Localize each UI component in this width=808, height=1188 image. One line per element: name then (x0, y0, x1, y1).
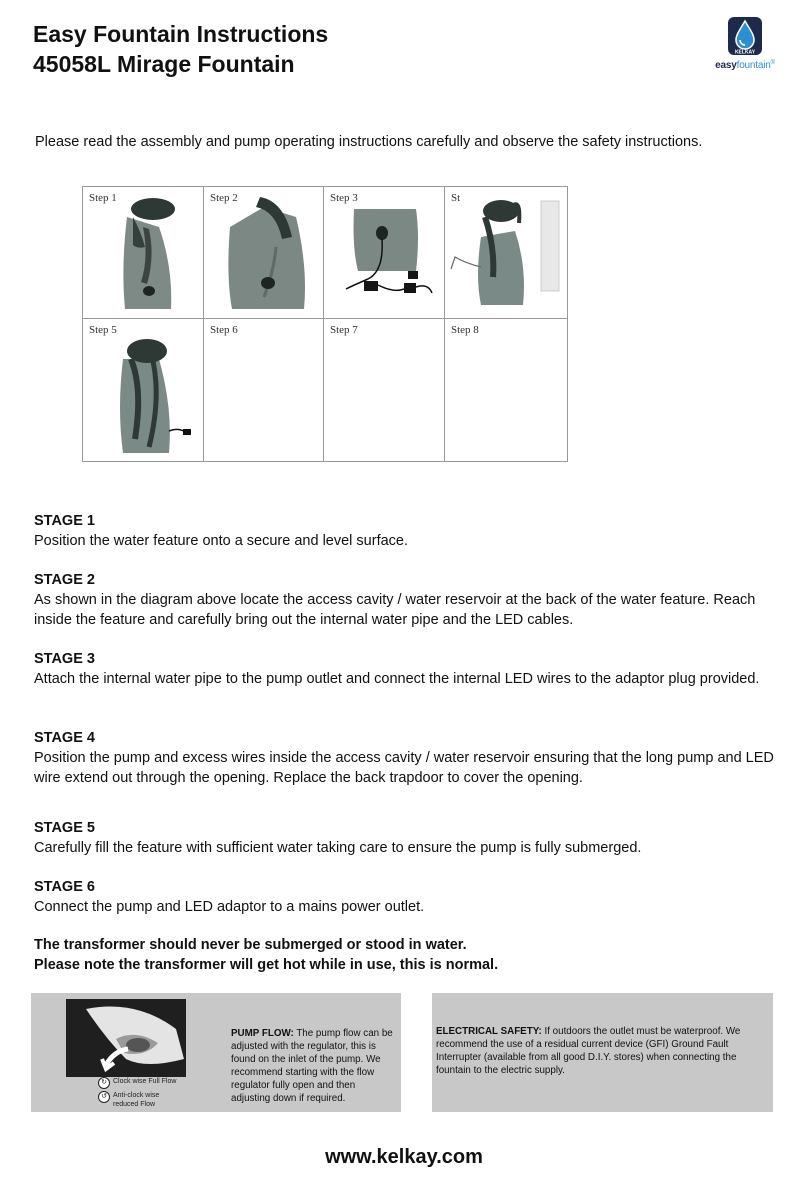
stage-heading: STAGE 5 (34, 820, 95, 836)
title-line-2: 45058L Mirage Fountain (33, 51, 295, 77)
step-2-cell (204, 187, 324, 319)
stage-4 (34, 728, 774, 788)
pump-regulator-photo (66, 999, 186, 1077)
step-6-label: Step 6 (210, 324, 238, 336)
pump-flow-panel (31, 993, 401, 1112)
stage-heading: STAGE 3 (34, 651, 95, 667)
legend-anticlockwise (98, 1091, 176, 1109)
stage-heading: STAGE 1 (34, 513, 95, 529)
document-title (33, 19, 328, 79)
fountain-step-3-illustration (324, 187, 445, 319)
stage-text: As shown in the diagram above locate the access cavity / water reservoir at the back of the water feature. Reach inside the feature and carefully bring out the internal water pipe and the LED cables. (34, 592, 756, 628)
pump-flow-body: The pump flow can be adjusted with the regulator, this is found on the inlet of the pump. We recommend starting with the flow regulator fully open and then adjusting down if required. (231, 1028, 393, 1104)
step-5-cell (83, 319, 204, 461)
logo-tm: ® (770, 60, 775, 66)
transformer-warning (34, 935, 774, 975)
flow-legend (98, 1077, 176, 1109)
title-line-1: Easy Fountain Instructions (33, 21, 329, 47)
step-8-cell (445, 319, 567, 461)
hand-adjusting-regulator-illustration (66, 999, 186, 1077)
steps-diagram (82, 186, 568, 462)
logo-wordmark (713, 60, 777, 71)
step-7-label: Step 7 (330, 324, 358, 336)
stage-text: Position the water feature onto a secure and level surface. (34, 533, 408, 549)
stage-heading: STAGE 2 (34, 572, 95, 588)
stage-text: Connect the pump and LED adaptor to a mains power outlet. (34, 899, 425, 915)
fountain-step-2-illustration (204, 187, 324, 319)
step-4-label: St (451, 192, 461, 204)
stage-text: Position the pump and excess wires inside the access cavity / water reservoir ensuring that the long pump and LED wire extend out through the opening. Replace the back trapdoor to cover the opening. (34, 750, 774, 786)
step-7-cell (324, 319, 445, 461)
logo-brand-text: KELKAY (734, 49, 756, 56)
stage-text: Carefully fill the feature with sufficient water taking care to ensure the pump is fully submerged. (34, 840, 642, 856)
step-2-label: Step 2 (210, 192, 238, 204)
step-3-label: Step 3 (330, 192, 358, 204)
stage-2 (34, 570, 774, 630)
electrical-safety-body: If outdoors the outlet must be waterproof. We recommend the use of a residual current device (GFI) Ground Fault Interrupter (available from all good D.I.Y. stores) when connecting the fountain to the electric supply. (436, 1026, 741, 1076)
legend-clockwise (98, 1077, 176, 1089)
pump-flow-text (231, 1027, 395, 1105)
electrical-safety-panel (432, 993, 773, 1112)
logo-fountain: fountain (736, 60, 771, 71)
intro-text: Please read the assembly and pump operating instructions carefully and observe the safety instructions. (35, 134, 703, 150)
warning-line-2: Please note the transformer will get hot while in use, this is normal. (34, 957, 499, 973)
legend-clockwise-label: Clock wise Full Flow (113, 1078, 177, 1085)
stage-heading: STAGE 6 (34, 879, 95, 895)
step-5-label: Step 5 (89, 324, 117, 336)
electrical-safety-text (436, 1025, 770, 1077)
fountain-step-4-illustration (445, 187, 567, 319)
water-drop-icon (727, 16, 763, 60)
stage-1 (34, 511, 774, 551)
legend-anticlockwise-label: Anti-clock wise reduced Flow (113, 1092, 160, 1108)
electrical-safety-heading: ELECTRICAL SAFETY: (436, 1026, 542, 1037)
stage-text: Attach the internal water pipe to the pump outlet and connect the internal LED wires to the adaptor plug provided. (34, 671, 760, 687)
stage-5 (34, 818, 774, 858)
step-8-label: Step 8 (451, 324, 479, 336)
fountain-step-1-illustration (83, 187, 204, 319)
website-url[interactable]: www.kelkay.com (325, 1146, 483, 1168)
stage-6 (34, 877, 774, 917)
logo-easy: easy (715, 60, 737, 71)
step-1-cell (83, 187, 204, 319)
step-1-label: Step 1 (89, 192, 117, 204)
kelkay-logo (713, 16, 777, 76)
warning-line-1: The transformer should never be submerged or stood in water. (34, 937, 467, 953)
step-3-cell (324, 187, 445, 319)
fountain-step-5-illustration (83, 319, 204, 461)
stage-heading: STAGE 4 (34, 730, 95, 746)
step-6-cell (204, 319, 324, 461)
anticlockwise-arrow-icon: ↺ (98, 1091, 110, 1103)
clockwise-arrow-icon: ↻ (98, 1077, 110, 1089)
step-4-cell (445, 187, 567, 319)
pump-flow-heading: PUMP FLOW: (231, 1028, 294, 1039)
stage-3 (34, 649, 774, 689)
